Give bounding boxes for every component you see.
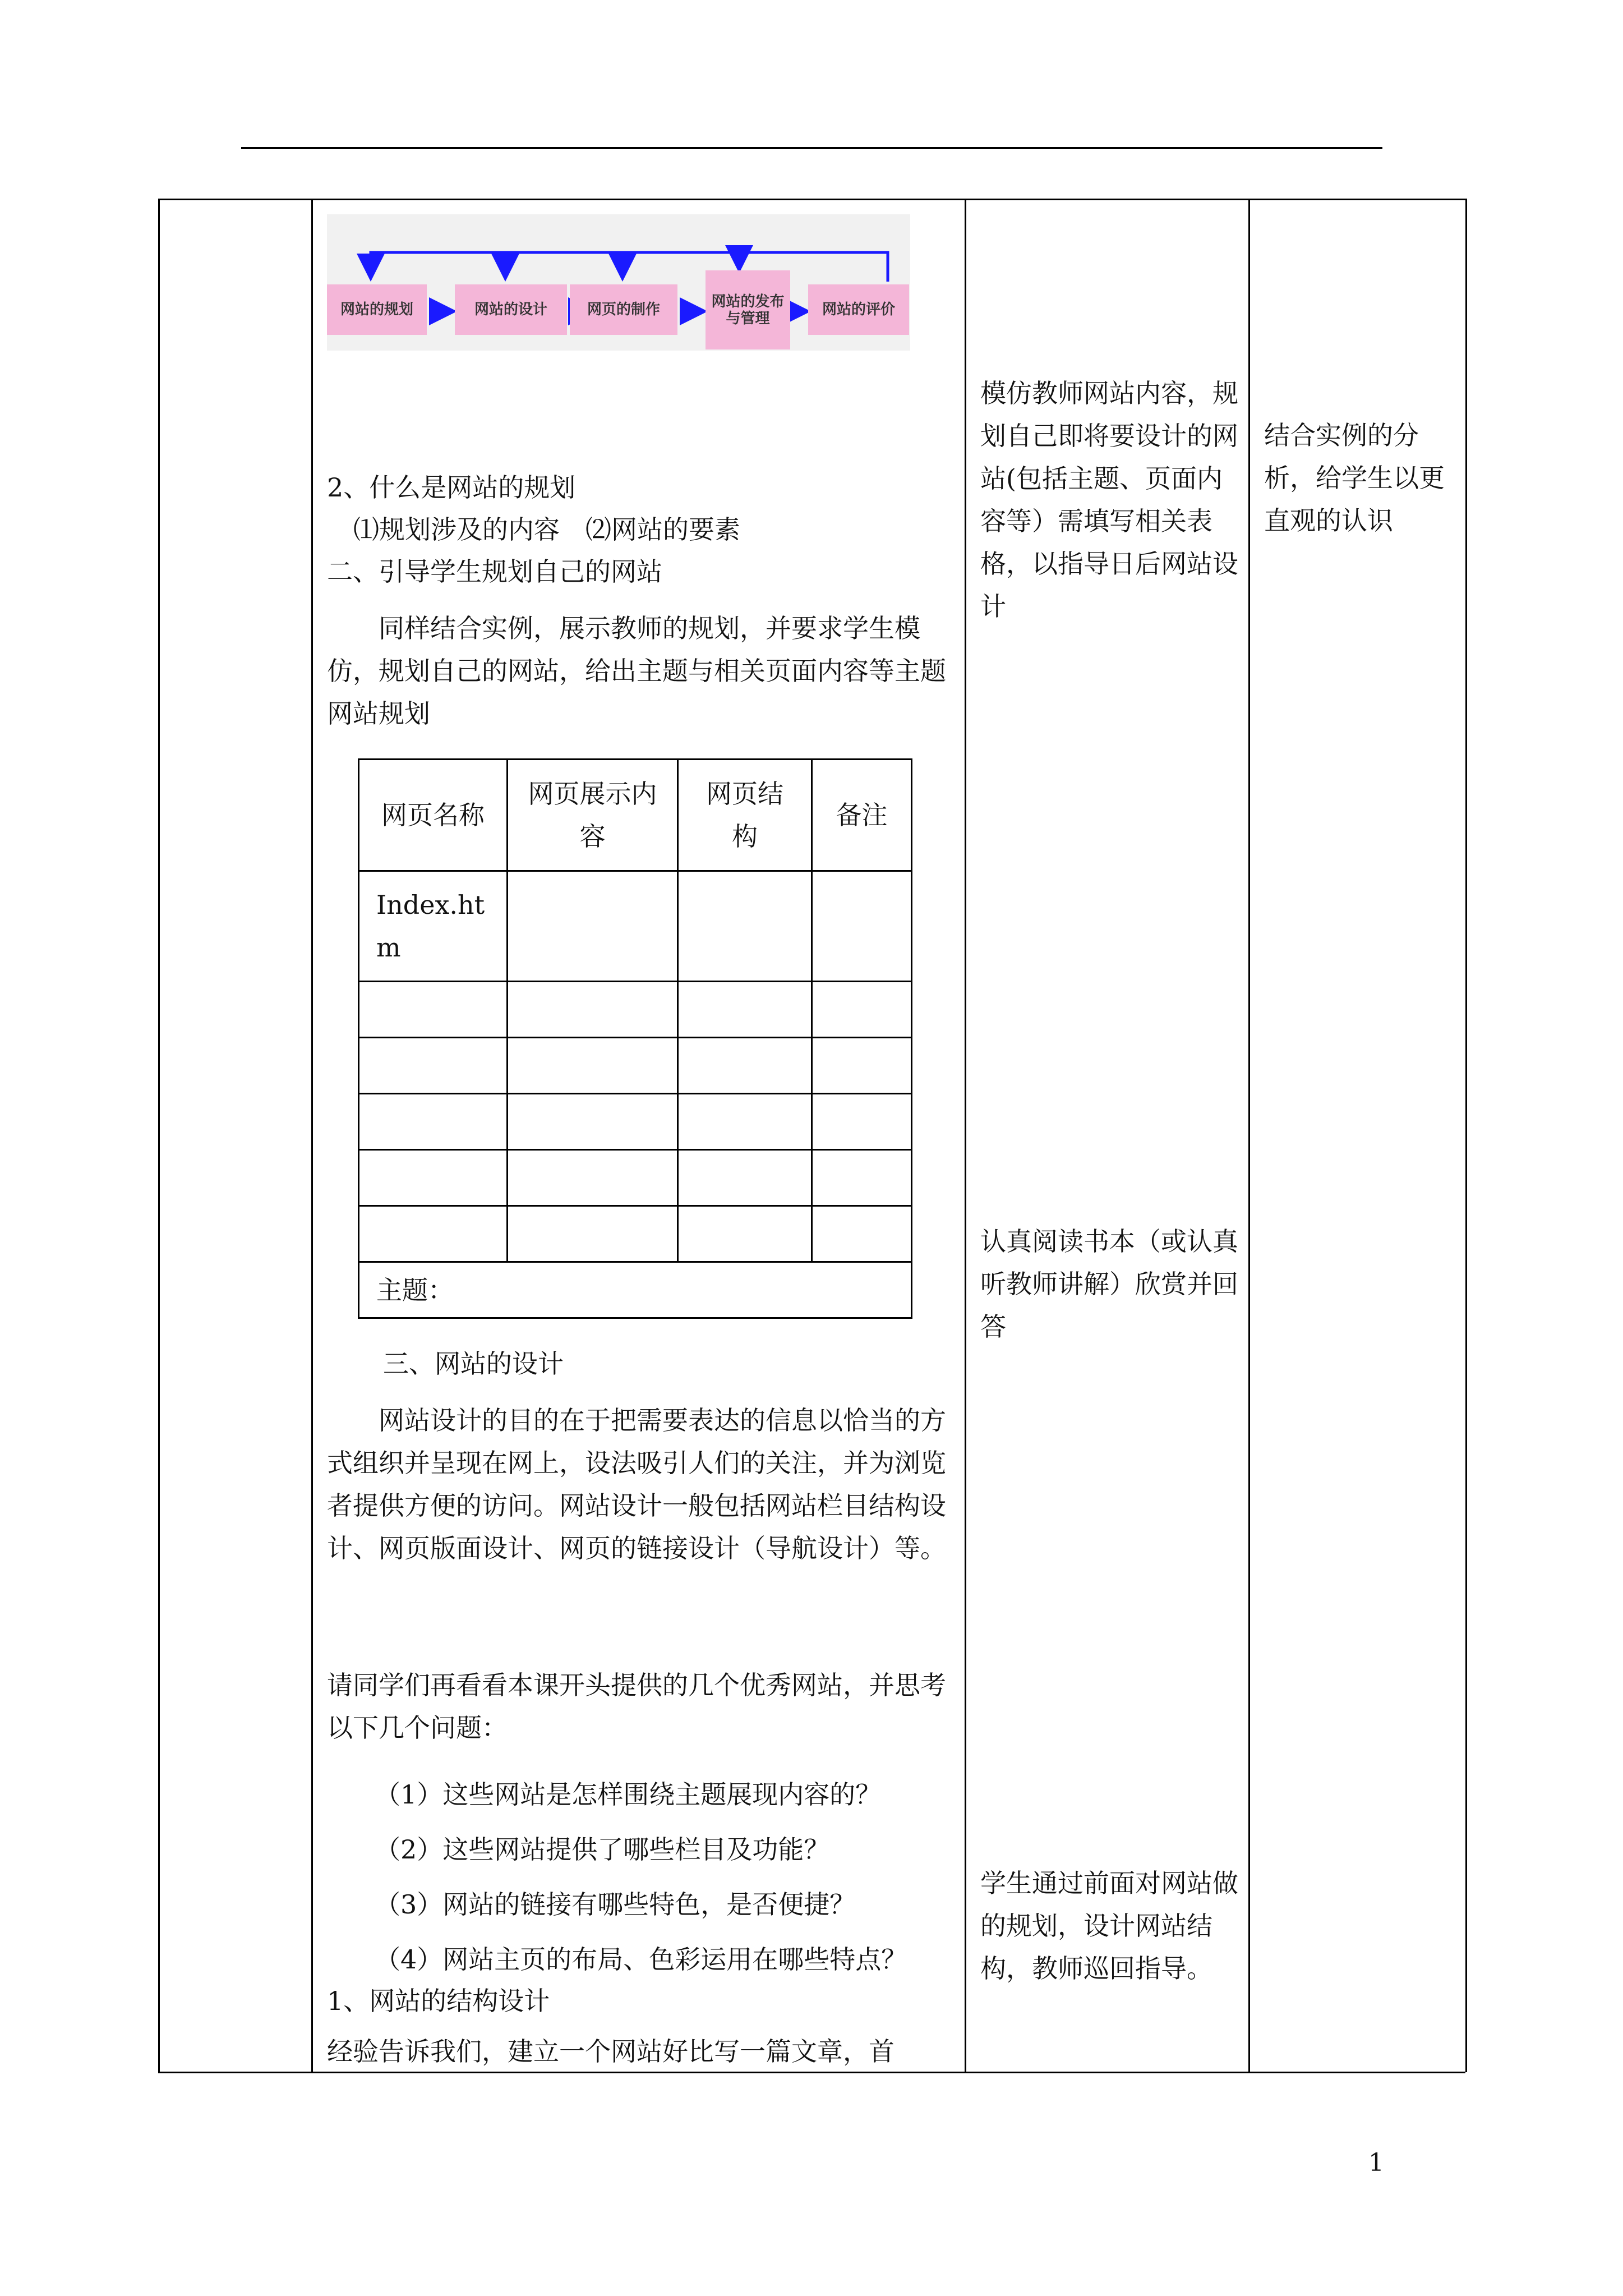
table-right-border xyxy=(1465,199,1467,2072)
table-left-border xyxy=(158,199,160,2072)
plan-cell xyxy=(359,1038,508,1094)
student-activity-1: 模仿教师网站内容，规划自己即将要设计的网站(包括主题、页面内容等）需填写相关表格，以指导日后网站设计 xyxy=(980,378,1238,622)
structure-paragraph-start: 经验告诉我们，建立一个网站好比写一篇文章，首 xyxy=(327,2036,895,2067)
site-plan-table xyxy=(358,758,912,1319)
column-divider-2 xyxy=(965,199,966,2072)
plan-cell xyxy=(678,871,812,982)
plan-cell xyxy=(359,1150,508,1206)
subsection-1-heading: 1、网站的结构设计 xyxy=(327,1986,550,2016)
column-divider-3 xyxy=(1248,199,1250,2072)
flow-node-design: 网站的设计 xyxy=(455,284,567,335)
plan-cell xyxy=(812,1038,912,1094)
plan-cell xyxy=(812,871,912,982)
question-4: （4）网站主页的布局、色彩运用在哪些特点？ xyxy=(375,1944,907,1975)
flow-node-production: 网页的制作 xyxy=(570,284,677,335)
flow-node-planning: 网站的规划 xyxy=(327,284,427,335)
item-2-heading: 2、什么是网站的规划 xyxy=(327,472,576,503)
section-2-paragraph: 同样结合实例，展示教师的规划，并要求学生模仿，规划自己的网站，给出主题与相关页面内容等主题网站规划 xyxy=(327,613,946,729)
student-activity-3: 学生通过前面对网站做的规划，设计网站结构，教师巡回指导。 xyxy=(980,1868,1238,1984)
header-rule xyxy=(241,147,1382,149)
plan-header-content: 网页展示内容 xyxy=(508,760,678,871)
plan-cell xyxy=(812,1150,912,1206)
section-3-heading: 三、网站的设计 xyxy=(383,1349,564,1379)
question-3: （3）网站的链接有哪些特色，是否便捷？ xyxy=(375,1889,856,1920)
plan-cell-index: Index.htm xyxy=(359,871,508,982)
plan-cell xyxy=(508,1150,678,1206)
section-3-paragraph: 网站设计的目的在于把需要表达的信息以恰当的方式组织并呈现在网上，设法吸引人们的关注，并为浏览者提供方便的访问。网站设计一般包括网站栏目结构设计、网页版面设计、网页的链接设计（导航设计）等。 xyxy=(327,1405,946,1563)
question-1: （1）这些网站是怎样围绕主题展现内容的？ xyxy=(375,1779,882,1810)
page-number: 1 xyxy=(1368,2148,1384,2177)
plan-cell xyxy=(508,1094,678,1150)
plan-cell xyxy=(359,1094,508,1150)
question-intro: 请同学们再看看本课开头提供的几个优秀网站，并思考以下几个问题： xyxy=(327,1670,946,1743)
plan-cell xyxy=(678,982,812,1038)
plan-cell xyxy=(812,982,912,1038)
plan-cell xyxy=(359,1206,508,1262)
plan-cell xyxy=(678,1150,812,1206)
plan-cell xyxy=(508,871,678,982)
section-2-heading: 二、引导学生规划自己的网站 xyxy=(327,556,662,587)
flow-node-publish: 网站的发布与管理 xyxy=(706,270,790,349)
item-2-sub: ⑴规划涉及的内容 ⑵网站的要素 xyxy=(353,514,740,545)
flowchart xyxy=(327,214,910,351)
plan-footer-theme: 主题： xyxy=(359,1262,912,1318)
student-activity-2: 认真阅读书本（或认真听教师讲解）欣赏并回答 xyxy=(980,1226,1238,1342)
flow-node-evaluation: 网站的评价 xyxy=(808,284,909,335)
plan-cell xyxy=(678,1206,812,1262)
column-divider-1 xyxy=(311,199,313,2072)
plan-cell xyxy=(508,1206,678,1262)
plan-cell xyxy=(812,1206,912,1262)
plan-header-notes: 备注 xyxy=(812,760,912,871)
plan-header-structure: 网页结构 xyxy=(678,760,812,871)
plan-header-name: 网页名称 xyxy=(359,760,508,871)
plan-cell xyxy=(678,1094,812,1150)
plan-cell xyxy=(812,1094,912,1150)
table-top-border xyxy=(158,199,1465,200)
plan-cell xyxy=(508,1038,678,1094)
plan-cell xyxy=(359,982,508,1038)
table-bottom-border xyxy=(158,2072,1465,2073)
plan-cell xyxy=(508,982,678,1038)
plan-cell xyxy=(678,1038,812,1094)
question-2: （2）这些网站提供了哪些栏目及功能？ xyxy=(375,1834,830,1865)
design-intent-1: 结合实例的分析，给学生以更直观的认识 xyxy=(1264,420,1445,536)
